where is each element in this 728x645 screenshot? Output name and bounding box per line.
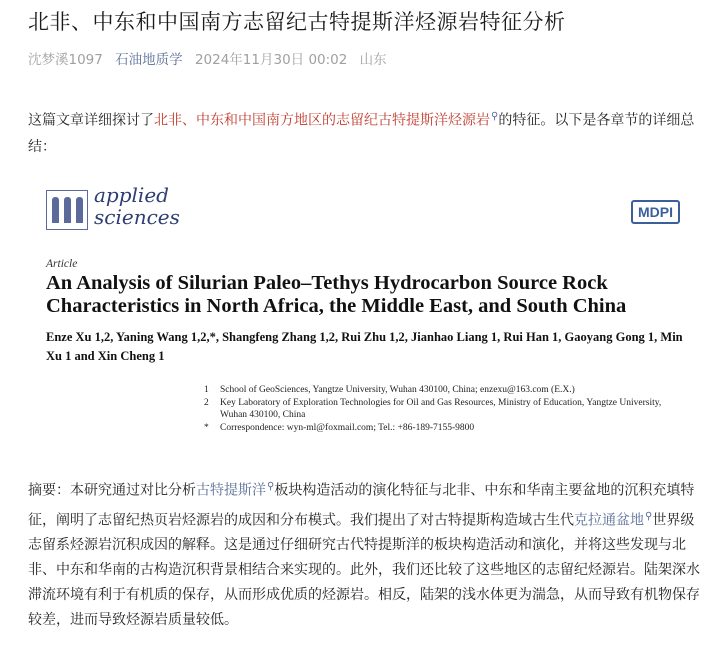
affiliation-row xyxy=(204,397,684,422)
affiliation-number: * xyxy=(204,422,209,433)
journal-name-line2: sciences xyxy=(94,205,180,229)
affiliation-row xyxy=(204,384,684,397)
article-title: 北非、中东和中国南方志留纪古特提斯洋烃源岩特征分析 xyxy=(28,10,566,34)
intro-paragraph xyxy=(28,104,708,160)
abstract-part1: 摘要：本研究通过对比分析 xyxy=(28,482,196,499)
abstract-link-craton-basin[interactable]: 克拉通盆地 xyxy=(574,512,644,529)
paper-header-image xyxy=(28,178,700,448)
search-icon[interactable]: ⚲ xyxy=(267,481,275,492)
intro-prefix: 这篇文章详细探讨了 xyxy=(28,112,154,129)
search-icon[interactable]: ⚲ xyxy=(645,510,653,522)
journal-name xyxy=(94,184,180,228)
paper-authors: Enze Xu 1,2, Yaning Wang 1,2,*, Shangfeng Zhang 1,2, Rui Zhu 1,2, Jianhao Liang 1, Rui Han 1, Gaoyang Gong 1, Min Xu 1 and Xin Cheng 1 xyxy=(46,330,683,363)
publisher-logo: MDPI xyxy=(631,200,680,224)
article-meta xyxy=(28,48,395,68)
account-link[interactable]: 石油地质学 xyxy=(115,52,183,68)
paper-affiliations xyxy=(204,384,684,434)
search-icon[interactable]: ⚲ xyxy=(491,111,499,122)
journal-name-line1: applied xyxy=(94,183,169,207)
abstract-part3: 世界级志留系烃源岩沉积成因的解释。这是通过仔细研究古代特提斯洋的板块构造活动和演化，并将这些发现与北非、中东和华南的古构造沉积背景相结合来实现的。此外，我们还比较了这些地区的志留纪烃源岩。陆架深水滞流环境有利于有机质的保存，从而形成优质的烃源岩。相反，陆架的浅水体更为湍急，从而导致有机物保存较差，进而导致烃源岩质量较低。 xyxy=(28,512,700,629)
affiliation-text: Key Laboratory of Exploration Technologies for Oil and Gas Resources, Ministry of Education, Yangtze University, Wuhan 430100, China xyxy=(220,397,662,420)
publish-location: 山东 xyxy=(359,52,387,68)
affiliation-number: 2 xyxy=(204,397,209,408)
affiliation-text: Correspondence: wyn-ml@foxmail.com; Tel.: +86-189-7155-9800 xyxy=(220,422,475,433)
affiliation-number: 1 xyxy=(204,385,209,395)
abstract-part2: 板块构造活动的演化特征与北非、中东和华南主要盆地的沉积充填特征，阐明了志留纪热页岩烃源岩的成因和分布模式。我们提出了对古特提斯构造域古生代 xyxy=(28,482,695,529)
affiliation-row xyxy=(204,422,684,435)
intro-suffix: 的特征。以下是各章节的详细总结： xyxy=(28,112,695,155)
article-type-label: Article xyxy=(46,258,78,270)
intro-highlight-link[interactable]: 北非、中东和中国南方地区的志留纪古特提斯洋烃源岩 xyxy=(154,112,490,129)
publish-time: 2024年11月30日 00:02 xyxy=(194,52,348,68)
abstract-link-paleo-tethys[interactable]: 古特提斯洋 xyxy=(196,482,266,499)
affiliation-text: School of GeoSciences, Yangtze University, Wuhan 430100, China; enzexu@163.com (E.X.) xyxy=(220,385,575,395)
author-name: 沈梦溪1097 xyxy=(28,52,103,68)
paper-title: An Analysis of Silurian Paleo–Tethys Hydrocarbon Source Rock Characteristics in North Africa, the Middle East, and South China xyxy=(46,272,627,317)
abstract-paragraph xyxy=(28,474,708,633)
journal-logo-icon xyxy=(46,190,88,230)
